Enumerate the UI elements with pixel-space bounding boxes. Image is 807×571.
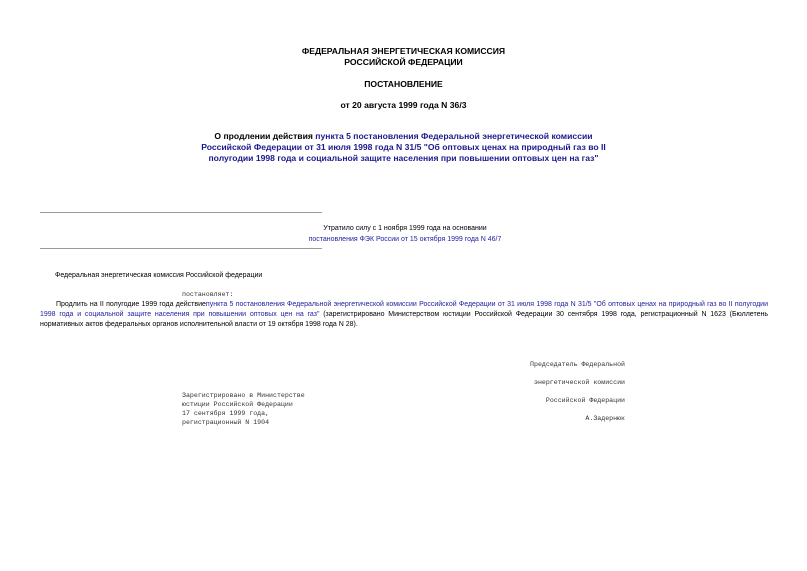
document-date-number: от 20 августа 1999 года N 36/3: [340, 100, 467, 110]
divider-top: [40, 212, 322, 213]
signature-line-2: энергетической комиссии: [533, 379, 625, 386]
registration-line-1: Зарегистрировано в Министерстве: [182, 392, 305, 399]
void-note-text: Утратило силу с 1 ноября 1999 года на основании: [323, 225, 487, 232]
signature-block: [470, 351, 625, 432]
void-note-link[interactable]: постановления ФЭК России от 15 октября 1999 года N 46/7: [308, 236, 502, 243]
issuer-heading: [200, 46, 607, 68]
paragraph-start: Продлить на II полугодие 1999 года действие: [56, 301, 206, 308]
registration-line-4: регистрационный N 1904: [182, 419, 270, 426]
signature-line-3: Российской Федерации: [545, 397, 625, 404]
issuer-line-2: РОССИЙСКОЙ ФЕДЕРАЦИИ: [344, 57, 463, 67]
registration-line-3: 17 сентября 1999 года,: [182, 410, 270, 417]
resolution-paragraph: [40, 300, 768, 331]
registration-block: [182, 391, 305, 427]
paragraph-link[interactable]: пункта 5 постановления Федеральной энергетической комиссии Российской Федерации от 31 июля 1998 года N 31/5 "Об оптовых ценах на природный газ во II полугодии 1998 года и социальной защите населения при повышении оптовых цен на газ": [40, 301, 769, 319]
decides-label: постановляет:: [182, 291, 234, 298]
signature-line-4: А.Задернюк: [585, 415, 625, 422]
issuer-line-1: ФЕДЕРАЛЬНАЯ ЭНЕРГЕТИЧЕСКАЯ КОМИССИЯ: [301, 46, 506, 56]
document-type: ПОСТАНОВЛЕНИЕ: [364, 79, 443, 89]
paragraph-end: (зарегистрировано Министерством юстиции Российской Федерации 30 сентября 1998 года, регистрационный N 1623 (Бюллетень нормативных актов федеральных органов исполнительной власти от 19 октября 1998 года N 28).: [40, 311, 768, 329]
divider-bottom: [40, 248, 322, 249]
title-link[interactable]: пункта 5 постановления Федеральной энергетической комиссии Российской Федерации от 31 июля 1998 года N 31/5 "Об оптовых ценах на природный газ во II полугодии 1998 года и социальной защите населения при повышении оптовых цен на газ": [201, 131, 606, 164]
signature-line-1: Председатель Федеральной: [530, 361, 625, 368]
registration-line-2: юстиции Российской Федерации: [182, 401, 293, 408]
commission-name: Федеральная энергетическая комиссия Российской федерации: [55, 272, 263, 279]
title-prefix: О продлении действия: [214, 131, 316, 141]
document-title: [200, 131, 607, 165]
